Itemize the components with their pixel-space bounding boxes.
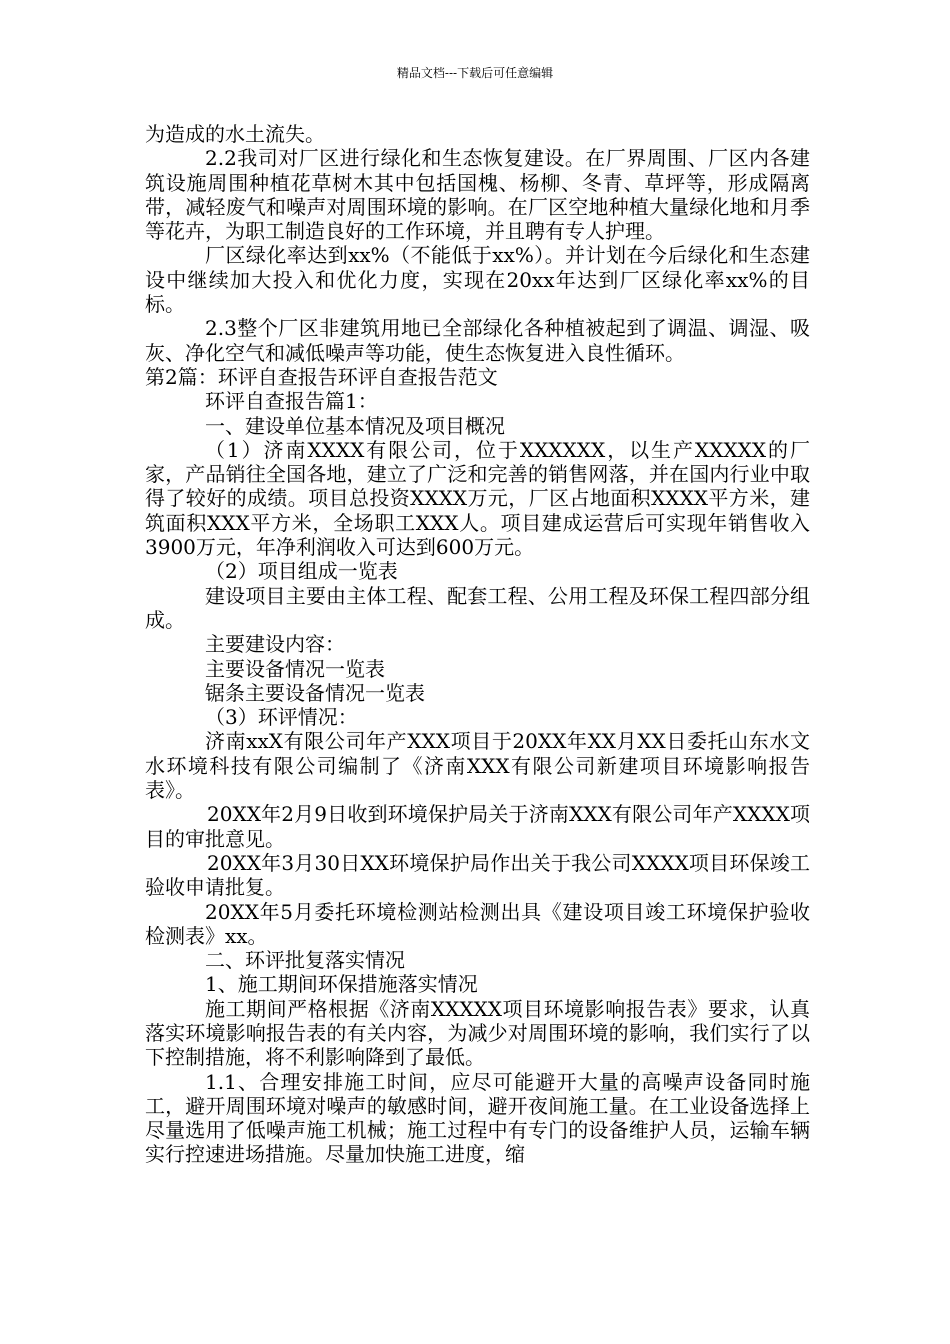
document-body: [145, 122, 810, 1167]
paragraph: （3）环评情况：: [205, 705, 358, 730]
paragraph: 济南xxX有限公司年产XXX项目于20XX年XX月XX日委托山东水文水环境科技有限公司编制了《济南XXX有限公司新建项目环境影响报告表》。: [145, 729, 810, 803]
paragraph: 锯条主要设备情况一览表: [205, 680, 425, 705]
paragraph: 为造成的水土流失。: [145, 122, 325, 146]
section-heading: 第2篇：环评自查报告环评自查报告范文: [145, 364, 498, 389]
paragraph: 2.2我司对厂区进行绿化和生态恢复建设。在厂界周围、厂区内各建筑设施周围种植花草树木其中包括国槐、杨柳、冬青、草坪等，形成隔离带，减轻废气和噪声对周围环境的影响。在厂区空地种植大量绿化地和月季等花卉，为职工制造良好的工作环境，并且聘有专人护理。: [145, 146, 810, 244]
paragraph: 环评自查报告篇1：: [205, 389, 378, 414]
paragraph: 1.1、合理安排施工时间，应尽可能避开大量的高噪声设备同时施工，避开周围环境对噪声的敏感时间，避开夜间施工量。在工业设备选择上尽量选用了低噪声施工机械；施工过程中有专门的设备维护人员，运输车辆实行控速进场措施。尽量加快施工进度，缩: [145, 1069, 810, 1167]
paragraph: 主要设备情况一览表: [205, 656, 385, 681]
page-header: 精品文档---下载后可任意编辑: [396, 66, 554, 80]
paragraph: 20XX年3月30日XX环境保护局作出关于我公司XXXX项目环保竣工验收申请批复。: [145, 850, 810, 900]
paragraph: （1）济南XXXX有限公司，位于XXXXXX，以生产XXXXX的厂家，产品销往全国各地，建立了广泛和完善的销售网落，并在国内行业中取得了较好的成绩。项目总投资XXXX万元，厂区占地面积XXXX平方米，建筑面积XXX平方米，全场职工XXX人。项目建成运营后可实现年销售收入3900万元，年净利润收入可达到600万元。: [145, 437, 810, 560]
paragraph: 主要建设内容：: [205, 632, 345, 657]
paragraph: 20XX年5月委托环境检测站检测出具《建设项目竣工环境保护验收检测表》xx。: [145, 899, 810, 948]
paragraph: 2.3整个厂区非建筑用地已全部绿化各种植被起到了调温、调湿、吸灰、净化空气和减低噪声等功能，使生态恢复进入良性循环。: [145, 316, 810, 365]
section-heading: 二、环评批复落实情况: [205, 948, 405, 973]
paragraph: 1、施工期间环保措施落实情况: [205, 972, 478, 997]
paragraph: 施工期间严格根据《济南XXXXX项目环境影响报告表》要求，认真落实环境影响报告表的有关内容，为减少对周围环境的影响，我们实行了以下控制措施，将不利影响降到了最低。: [145, 996, 810, 1070]
paragraph: 20XX年2月9日收到环境保护局关于济南XXX有限公司年产XXXX项目的审批意见。: [145, 802, 810, 851]
paragraph: （2）项目组成一览表: [205, 559, 398, 584]
section-heading: 一、建设单位基本情况及项目概况: [205, 413, 505, 438]
paragraph: 厂区绿化率达到xx%（不能低于xx%）。并计划在今后绿化和生态建设中继续加大投入和优化力度，实现在20xx年达到厂区绿化率xx%的目标。: [145, 243, 810, 317]
paragraph: 建设项目主要由主体工程、配套工程、公用工程及环保工程四部分组成。: [145, 583, 810, 632]
